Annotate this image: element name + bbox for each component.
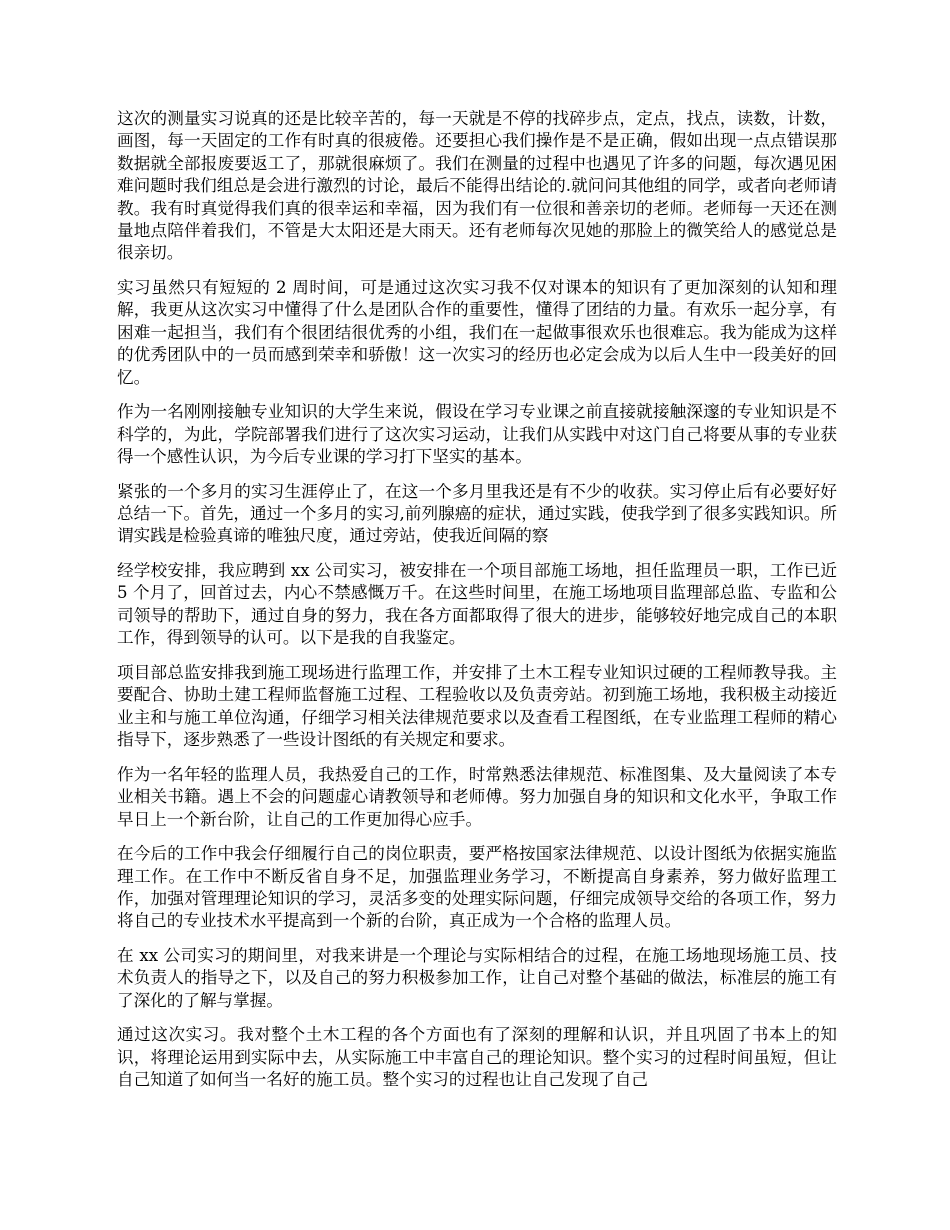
paragraph-9: 在 xx 公司实习的期间里，对我来讲是一个理论与实际相结合的过程，在施工场地现场施工员、技术负责人的指导之下，以及自己的努力积极参加工作，让自己对整个基础的做法，标准层的施工有了深化的了解与掌握。 xyxy=(117,945,837,1010)
paragraph-3: 作为一名刚刚接触专业知识的大学生来说，假设在学习专业课之前直接就接触深邃的专业知识是不科学的，为此，学院部署我们进行了这次实习运动，让我们从实践中对这门自己将要从事的专业获得一个感性认识，为今后专业课的学习打下坚实的基本。 xyxy=(117,402,837,467)
paragraph-1: 这次的测量实习说真的还是比较辛苦的，每一天就是不停的找碎步点，定点，找点，读数，计数，画图，每一天固定的工作有时真的很疲倦。还要担心我们操作是不是正确，假如出现一点点错误那数据就全部报废要返工了，那就很麻烦了。我们在测量的过程中也遇见了许多的问题，每次遇见困难问题时我们组总是会进行激烈的讨论，最后不能得出结论的.就问问其他组的同学，或者向老师请教。我有时真觉得我们真的很幸运和幸福，因为我们有一位很和善亲切的老师。老师每一天还在测量地点陪伴着我们，不管是大太阳还是大雨天。还有老师每次见她的那脸上的微笑给人的感觉总是很亲切。 xyxy=(117,109,837,263)
paragraph-6: 项目部总监安排我到施工现场进行监理工作，并安排了土木工程专业知识过硬的工程师教导我。主要配合、协助土建工程师监督施工过程、工程验收以及负责旁站。初到施工场地，我积极主动接近业主和与施工单位沟通，仔细学习相关法律规范要求以及查看工程图纸，在专业监理工程师的精心指导下，逐步熟悉了一些设计图纸的有关规定和要求。 xyxy=(117,662,837,750)
paragraph-10: 通过这次实习。我对整个土木工程的各个方面也有了深刻的理解和认识，并且巩固了书本上的知识，将理论运用到实际中去，从实际施工中丰富自己的理论知识。整个实习的过程时间虽短，但让自己知道了如何当一名好的施工员。整个实习的过程也让自己发现了自己 xyxy=(117,1025,837,1090)
paragraph-4: 紧张的一个多月的实习生涯停止了，在这一个多月里我还是有不少的收获。实习停止后有必要好好总结一下。首先，通过一个多月的实习,前列腺癌的症状，通过实践，使我学到了很多实践知识。所谓实践是检验真谛的唯独尺度，通过旁站，使我近间隔的察 xyxy=(117,481,837,546)
paragraph-2: 实习虽然只有短短的 2 周时间，可是通过这次实习我不仅对课本的知识有了更加深刻的认知和理解，我更从这次实习中懂得了什么是团队合作的重要性，懂得了团结的力量。有欢乐一起分享，有困难一起担当，我们有个很团结很优秀的小组，我们在一起做事很欢乐也很难忘。我为能成为这样的优秀团队中的一员而感到荣幸和骄傲！这一次实习的经历也必定会成为以后人生中一段美好的回忆。 xyxy=(117,278,837,387)
paragraph-7: 作为一名年轻的监理人员，我热爱自己的工作，时常熟悉法律规范、标准图集、及大量阅读了本专业相关书籍。遇上不会的问题虚心请教领导和老师傅。努力加强自身的知识和文化水平，争取工作早日上一个新台阶，让自己的工作更加得心应手。 xyxy=(117,764,837,829)
document-page xyxy=(117,108,837,1104)
paragraph-8: 在今后的工作中我会仔细履行自己的岗位职责，要严格按国家法律规范、以设计图纸为依据实施监理工作。在工作中不断反省自身不足，加强监理业务学习，不断提高自身素养，努力做好监理工作，加强对管理理论知识的学习，灵活多变的处理实际问题，仔细完成领导交给的各项工作，努力将自己的专业技术水平提高到一个新的台阶，真正成为一个合格的监理人员。 xyxy=(117,844,837,931)
paragraph-5: 经学校安排，我应聘到 xx 公司实习，被安排在一个项目部施工场地，担任监理员一职，工作已近 5 个月了，回首过去，内心不禁感慨万千。在这些时间里，在施工场地项目监理部总监、专监和公司领导的帮助下，通过自身的努力，我在各方面都取得了很大的进步，能够较好地完成自己的本职工作，得到领导的认可。以下是我的自我鉴定。 xyxy=(117,561,837,648)
